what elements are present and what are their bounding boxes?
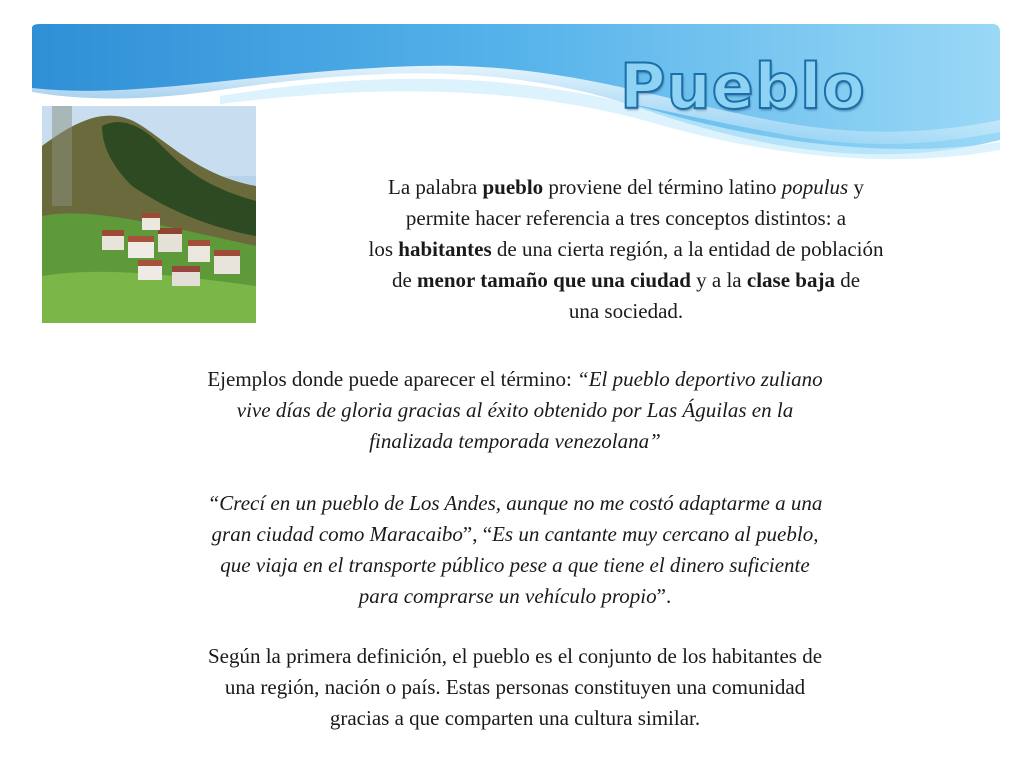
intro-paragraph: La palabra pueblo proviene del término latino populus y permite hacer referencia a tres conceptos distintos: a los habitantes de una cierta región, a la entidad de población de menor tamaño que una ciudad y a la clase baja de una sociedad. xyxy=(368,175,884,323)
village-hillside-photo xyxy=(42,106,256,323)
summary-paragraph: Según la primera definición, el pueblo es el conjunto de los habitantes de una región, nación o país. Estas personas constituyen una comunidad gracias a que comparten una cultura similar. xyxy=(207,644,823,730)
examples-paragraph: Ejemplos donde puede aparecer el término: “El pueblo deportivo zuliano vive días de gloria gracias al éxito obtenido por Las Águilas en la finalizada temporada venezolana” xyxy=(207,367,823,453)
quotes-paragraph: “Crecí en un pueblo de Los Andes, aunque no me costó adaptarme a una gran ciudad como Maracaibo”, “Es un cantante muy cercano al pueblo, que viaja en el transporte público pese a que tiene el dinero suficiente para comprarse un vehículo propio”. xyxy=(207,491,823,608)
slide-title: Pueblo xyxy=(620,50,866,123)
